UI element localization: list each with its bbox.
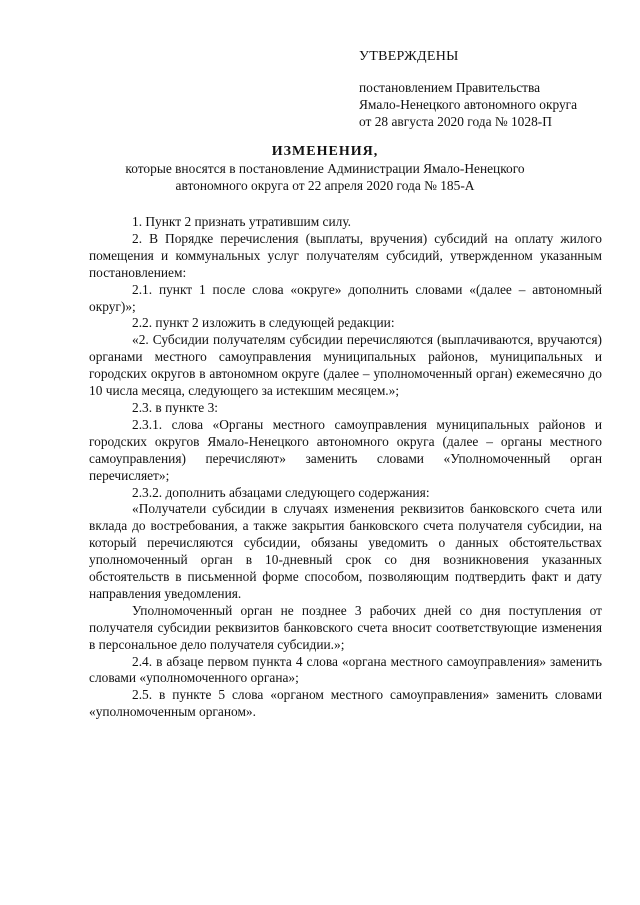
paragraph-2-3-1: 2.3.1. слова «Органы местного самоуправления муниципальных районов и городских округов Ямало-Ненецкого автономного округа (далее – органы местного самоуправления) перечисляют» заменить словами «Уполномоченный орган перечисляет»;: [89, 416, 602, 483]
paragraph-2-1: 2.1. пункт 1 после слова «округе» дополнить словами «(далее – автономный округ)»;: [89, 281, 602, 314]
document-title: [90, 143, 560, 194]
paragraph-2-3: 2.3. в пункте 3:: [132, 399, 219, 415]
title-subtitle-line-1: которые вносятся в постановление Администрации Ямало-Ненецкого: [125, 161, 525, 176]
paragraph-2-2: 2.2. пункт 2 изложить в следующей редакции:: [132, 315, 395, 331]
paragraph-2-3-2-text-b: Уполномоченный орган не позднее 3 рабочих дней со дня поступления от получателя субсидии реквизитов банковского счета вносит соответствующие изменения в персональное дело получателя субсидии.»;: [89, 602, 602, 652]
approval-line-1: постановлением Правительства: [359, 80, 541, 95]
paragraph-2: 2. В Порядке перечисления (выплаты, вручения) субсидий на оплату жилого помещения и коммунальных услуг получателям субсидий, утвержденном указанным постановлением:: [89, 230, 602, 280]
paragraph-2-2-text: «2. Субсидии получателям субсидии перечисляются (выплачиваются, вручаются) органами местного самоуправления муниципальных районов, муниципальных и городских округов в автономном округе (далее – уполномоченный орган) ежемесячно до 10 числа месяца, следующего за истекшим месяцем.»;: [89, 332, 602, 399]
approval-line-3: от 28 августа 2020 года № 1028-П: [359, 114, 552, 129]
approval-block: [359, 48, 619, 130]
title-main: ИЗМЕНЕНИЯ,: [271, 144, 379, 159]
paragraph-2-5: 2.5. в пункте 5 слова «органом местного самоуправления» заменить словами «уполномоченным органом».: [89, 687, 602, 720]
paragraph-2-3-2: 2.3.2. дополнить абзацами следующего содержания:: [132, 484, 430, 500]
paragraph-1: 1. Пункт 2 признать утратившим силу.: [132, 214, 352, 229]
approval-heading: УТВЕРЖДЕНЫ: [359, 49, 459, 64]
document-body: [89, 214, 602, 721]
paragraph-2-3-2-text-a: «Получатели субсидии в случаях изменения реквизитов банковского счета или вклада до востребования, а также закрытия банковского счета получателя субсидии, на который перечисляются субсидии, обязаны уведомить о данных обстоятельствах уполномоченный орган в 10-дневный срок со дня возникновения указанных обстоятельств в письменной форме способом, позволяющим подтвердить факт и дату направления уведомления.: [89, 501, 602, 601]
title-subtitle-line-2: автономного округа от 22 апреля 2020 года № 185-А: [175, 178, 475, 193]
approval-line-2: Ямало-Ненецкого автономного округа: [359, 97, 578, 112]
paragraph-2-4: 2.4. в абзаце первом пункта 4 слова «органа местного самоуправления» заменить словами «уполномоченного органа»;: [89, 653, 602, 686]
